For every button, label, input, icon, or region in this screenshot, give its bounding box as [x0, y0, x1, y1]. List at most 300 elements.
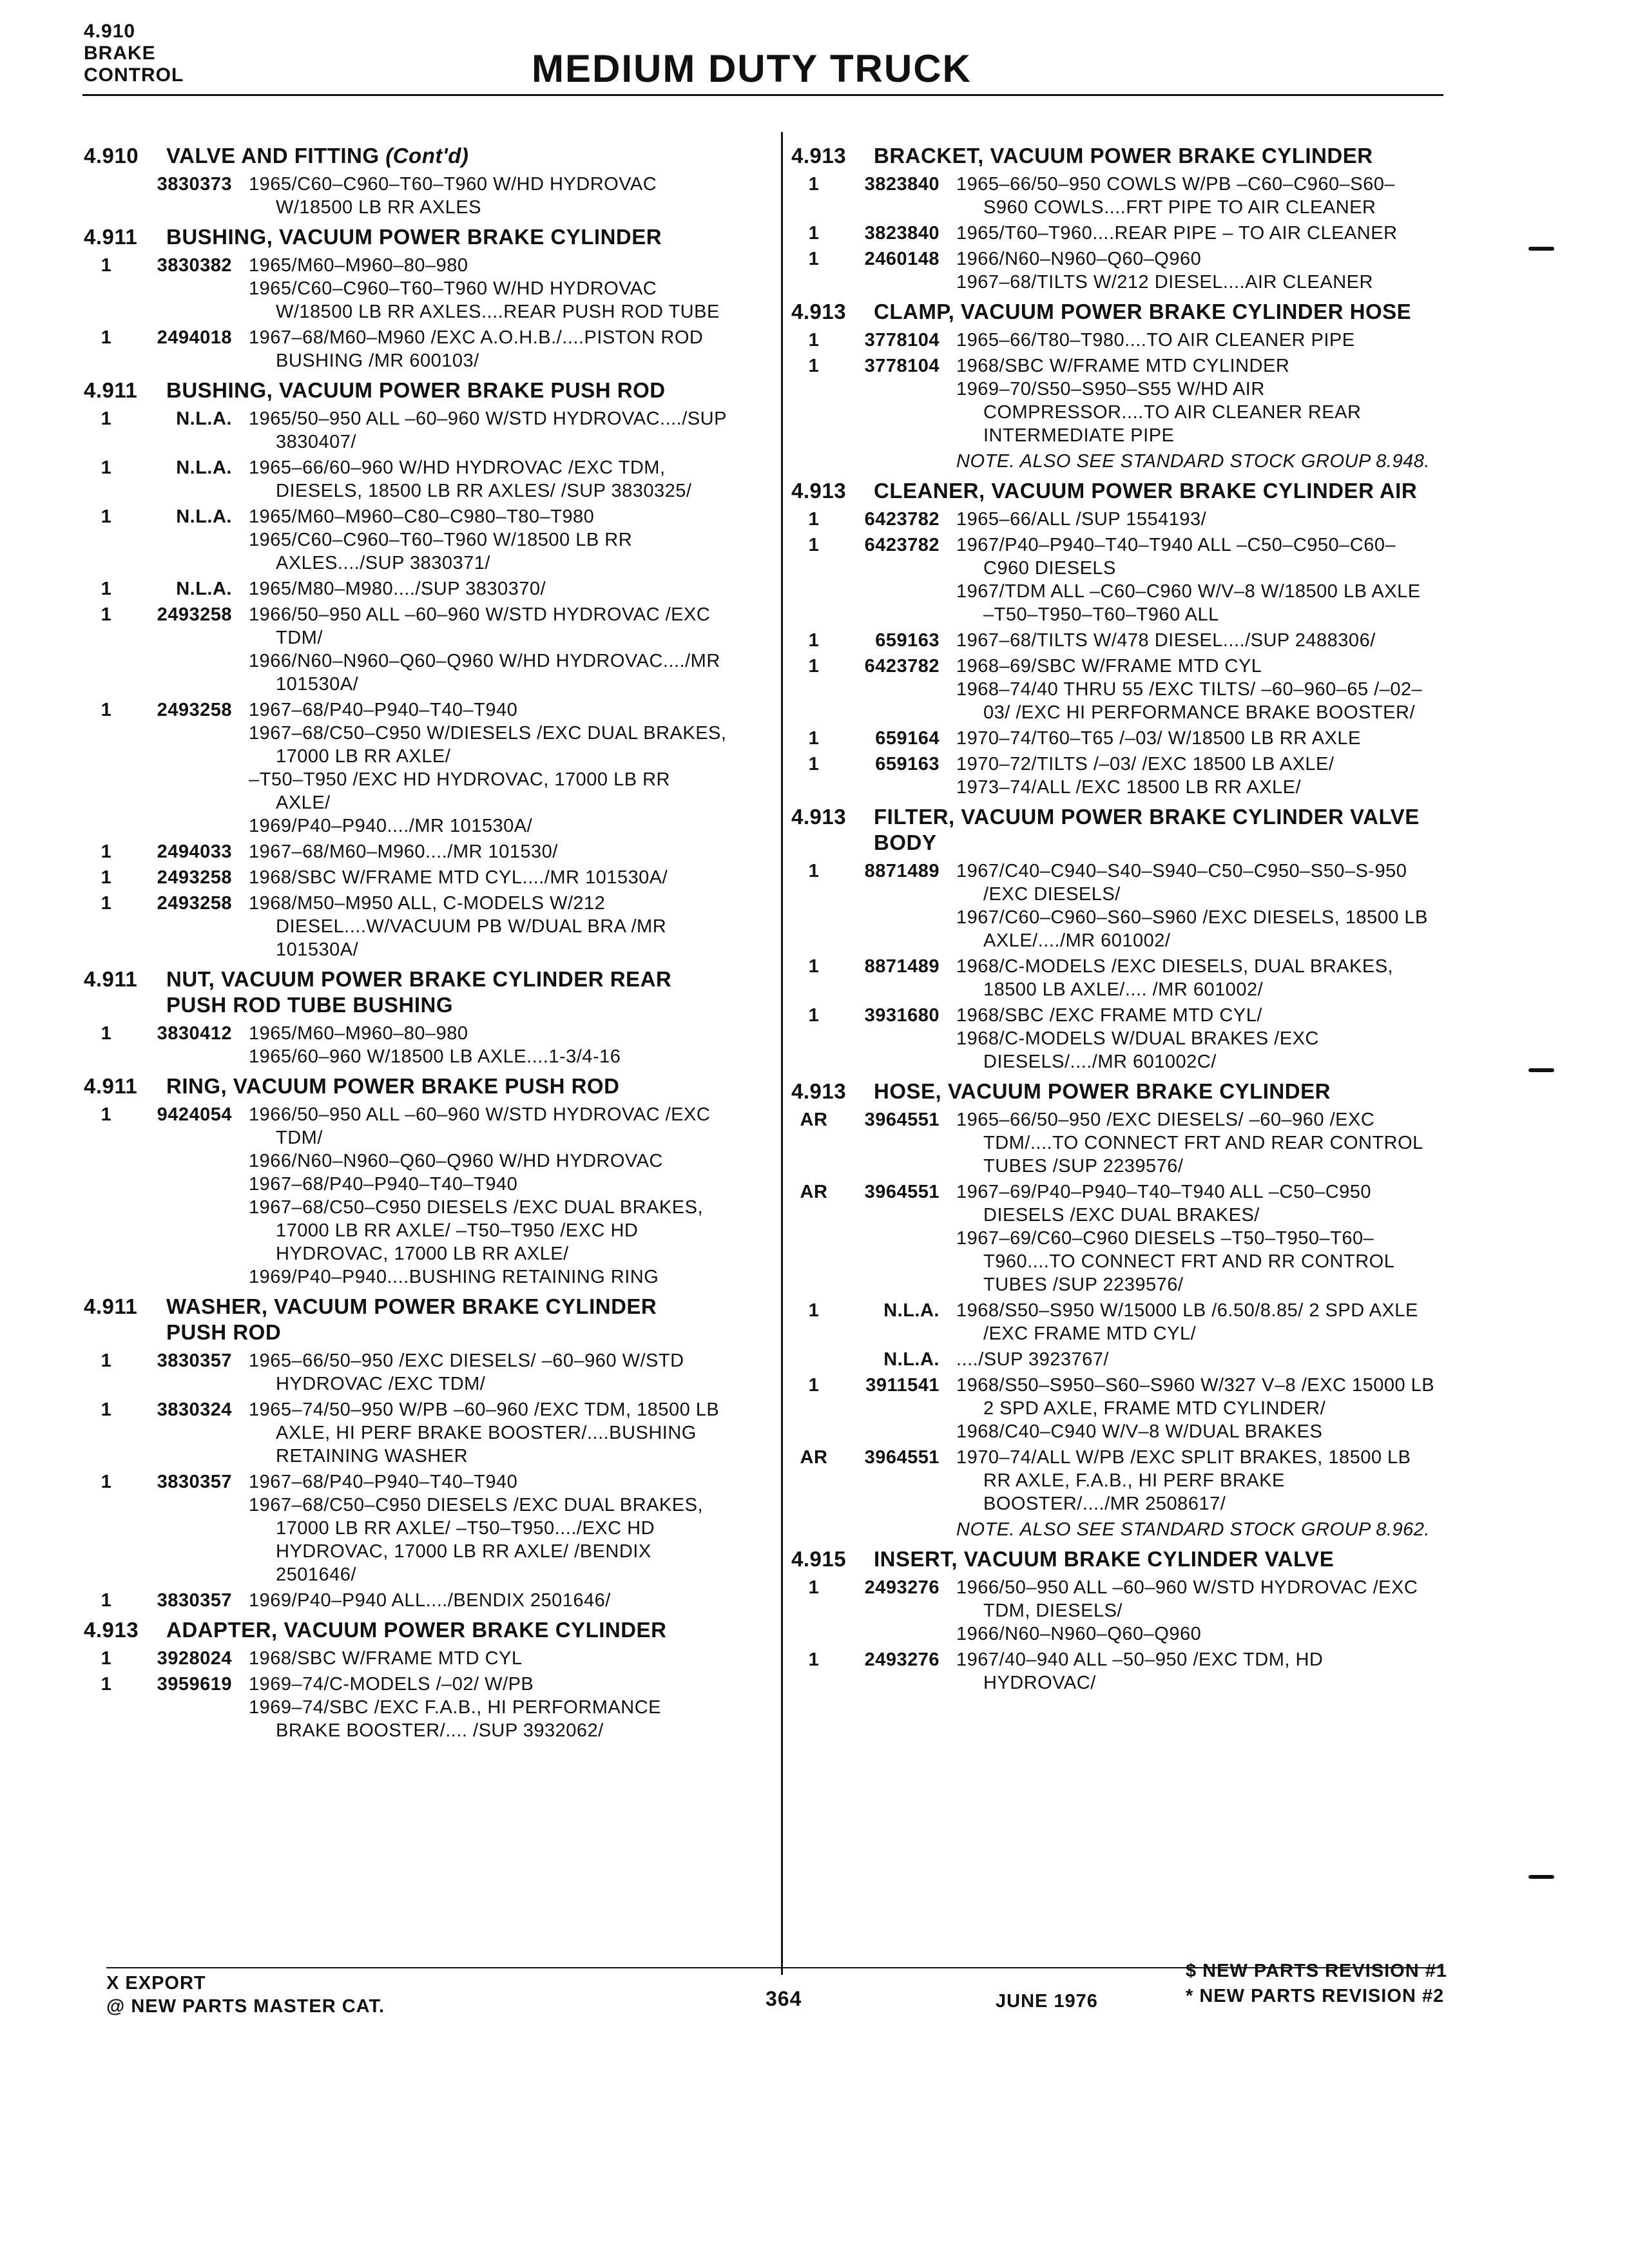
part-entry: [791, 1180, 1436, 1296]
section-number: 4.911: [84, 1294, 138, 1318]
description-line: 1967–68/C50–C950 W/DIESELS /EXC DUAL BRAKES, 17000 LB RR AXLE/: [249, 723, 727, 767]
entry-part-number: 3823840: [864, 174, 940, 195]
part-entry: [791, 1576, 1436, 1646]
entry-description: [249, 1647, 728, 1670]
entry-description: [956, 173, 1436, 219]
entry-description: [249, 1673, 728, 1742]
entry-part-number: 3964551: [864, 1182, 940, 1202]
entry-quantity: 1: [101, 579, 112, 599]
entry-description: [956, 1446, 1436, 1515]
section-heading: [84, 224, 728, 250]
entry-quantity: 1: [808, 728, 820, 749]
entry-part-number: 3830357: [157, 1472, 232, 1492]
section-title: [874, 299, 1436, 325]
section-title: [166, 224, 728, 250]
entry-part-number: 659164: [875, 728, 940, 749]
description-line: 1970–74/T60–T65 /–03/ W/18500 LB RR AXLE: [956, 728, 1361, 749]
description-line: 1969/P40–P940 ALL..../BENDIX 2501646/: [249, 1590, 611, 1611]
section-title: [874, 143, 1436, 169]
section-title: [874, 478, 1436, 504]
catalog-section: [791, 804, 1436, 1073]
section-title: [874, 1079, 1436, 1104]
description-line: 1968/SBC W/FRAME MTD CYLINDER: [956, 356, 1290, 376]
entry-part-number: N.L.A.: [176, 579, 232, 599]
section-title-text: FILTER, VACUUM POWER BRAKE CYLINDER VALVE BODY: [874, 805, 1420, 854]
section-heading: [84, 378, 728, 403]
description-line: 1968–69/SBC W/FRAME MTD CYL: [956, 656, 1262, 677]
note-spacer: [836, 450, 956, 473]
part-entry: [791, 1648, 1436, 1695]
description-line: 1968/SBC W/FRAME MTD CYL..../MR 101530A/: [249, 867, 668, 888]
right-column: [791, 143, 1436, 1700]
part-entry: [84, 840, 728, 863]
description-line: 1965/C60–C960–T60–T960 W/18500 LB RR AXLES..../SUP 3830371/: [249, 530, 633, 573]
section-heading: [791, 299, 1436, 325]
entry-description: [956, 1180, 1436, 1296]
entry-description: [249, 1022, 728, 1068]
description-line: 1965/50–950 ALL –60–960 W/STD HYDROVAC..../SUP 3830407/: [249, 408, 727, 452]
catalog-section: [84, 143, 728, 219]
catalog-section: [84, 378, 728, 961]
page-number: 364: [766, 1987, 802, 2010]
note-spacer: [791, 450, 836, 473]
section-title-text: BUSHING, VACUUM POWER BRAKE CYLINDER: [166, 225, 662, 249]
section-title-text: RING, VACUUM POWER BRAKE PUSH ROD: [166, 1074, 620, 1098]
catalog-section: [84, 1294, 728, 1612]
description-line: 1965–66/50–950 /EXC DIESELS/ –60–960 W/STD HYDROVAC /EXC TDM/: [249, 1350, 684, 1394]
part-entry: [84, 1398, 728, 1468]
entry-description: [249, 505, 728, 575]
part-entry: [84, 698, 728, 838]
section-title-text: BRACKET, VACUUM POWER BRAKE CYLINDER: [874, 144, 1373, 168]
entry-part-number: 2493276: [864, 1649, 940, 1670]
entry-quantity: 1: [101, 604, 112, 625]
entry-part-number: N.L.A.: [176, 457, 232, 478]
description-line: 1973–74/ALL /EXC 18500 LB RR AXLE/: [956, 777, 1302, 798]
entry-description: [249, 892, 728, 961]
entry-description: [956, 1348, 1436, 1371]
section-number: 4.913: [791, 300, 847, 323]
entry-part-number: 3778104: [864, 356, 940, 376]
entry-quantity: 1: [808, 630, 820, 651]
entry-quantity: [791, 1348, 836, 1371]
section-title-text: INSERT, VACUUM BRAKE CYLINDER VALVE: [874, 1547, 1335, 1571]
entry-part-number: 6423782: [864, 509, 940, 530]
section-title: [166, 143, 728, 169]
entry-part-number: 3778104: [864, 330, 940, 351]
section-number: 4.911: [84, 378, 138, 402]
margin-mark: [1528, 1068, 1554, 1072]
section-heading: [84, 143, 728, 169]
note-text-block: [956, 1518, 1436, 1541]
catalog-section: [791, 299, 1436, 473]
part-entry: [791, 753, 1436, 799]
section-heading: [791, 804, 1436, 856]
entry-part-number: 3830357: [157, 1590, 232, 1611]
entry-quantity: 1: [101, 506, 112, 527]
section-note-row: [791, 1518, 1436, 1541]
entry-part-number: 3964551: [864, 1110, 940, 1130]
part-entry: [791, 508, 1436, 531]
entry-quantity: 1: [101, 408, 112, 429]
entry-part-number: 3830324: [157, 1399, 232, 1420]
catalog-section: [84, 966, 728, 1068]
entry-quantity: 1: [808, 1577, 820, 1598]
entry-description: [956, 955, 1436, 1001]
section-title-text: CLEANER, VACUUM POWER BRAKE CYLINDER AIR: [874, 479, 1418, 503]
entry-description: [956, 247, 1436, 294]
part-entry: [84, 173, 728, 219]
note-text-block: [956, 450, 1436, 473]
catalog-section: [791, 478, 1436, 799]
entry-part-number: 6423782: [864, 656, 940, 677]
entry-quantity: 1: [101, 1399, 112, 1420]
description-line: 1967–68/P40–P940–T40–T940: [249, 700, 518, 720]
description-line: 1969–70/S50–S950–S55 W/HD AIR COMPRESSOR....TO AIR CLEANER REAR INTERMEDIATE PIPE: [956, 379, 1362, 446]
entry-part-number: 3964551: [864, 1447, 940, 1468]
description-line: ..../SUP 3923767/: [956, 1349, 1109, 1370]
part-entry: [791, 1348, 1436, 1371]
description-line: 1965/M80–M980..../SUP 3830370/: [249, 579, 546, 599]
description-line: –T50–T950 /EXC HD HYDROVAC, 17000 LB RR AXLE/: [249, 769, 671, 813]
part-entry: [791, 1004, 1436, 1073]
description-line: 1967/40–940 ALL –50–950 /EXC TDM, HD HYDROVAC/: [956, 1649, 1324, 1693]
entry-quantity: 1: [101, 1648, 112, 1669]
entry-description: [249, 1103, 728, 1289]
description-line: 1967–68/C50–C950 DIESELS /EXC DUAL BRAKES, 17000 LB RR AXLE/ –T50–T950..../EXC HD HYDROVAC, 17000 LB RR AXLE/ /BENDIX 2501646/: [249, 1495, 704, 1585]
section-number: 4.913: [84, 1618, 139, 1642]
entry-part-number: 2493258: [157, 700, 232, 720]
entry-description: [249, 840, 728, 863]
continued-label: (Cont'd): [385, 144, 469, 168]
entry-quantity: 1: [808, 535, 820, 555]
entry-description: [249, 1398, 728, 1468]
description-line: 1967–68/P40–P940–T40–T940: [249, 1174, 518, 1195]
entry-part-number: N.L.A.: [176, 408, 232, 429]
entry-part-number: 3830357: [157, 1350, 232, 1371]
description-line: 1967/C60–C960–S60–S960 /EXC DIESELS, 18500 LB AXLE/..../MR 601002/: [956, 907, 1428, 951]
description-line: 1965–66/ALL /SUP 1554193/: [956, 509, 1207, 530]
section-number: 4.913: [791, 144, 847, 168]
description-line: 1966/50–950 ALL –60–960 W/STD HYDROVAC /EXC TDM/: [249, 1104, 711, 1148]
description-line: 1967/P40–P940–T40–T940 ALL –C50–C950–C60–C960 DIESELS: [956, 535, 1396, 579]
entry-part-number: 659163: [875, 754, 940, 774]
entry-description: [249, 407, 728, 454]
entry-description: [249, 1349, 728, 1396]
section-number: 4.911: [84, 967, 138, 991]
entry-quantity: 1: [101, 327, 112, 348]
description-line: 1965–74/50–950 W/PB –60–960 /EXC TDM, 18500 LB AXLE, HI PERF BRAKE BOOSTER/....BUSHING RETAINING WASHER: [249, 1399, 720, 1466]
corner-line: BRAKE: [84, 43, 156, 64]
description-line: 1965/60–960 W/18500 LB AXLE....1-3/4-16: [249, 1046, 621, 1067]
section-heading: [791, 143, 1436, 169]
description-line: 1967–69/P40–P940–T40–T940 ALL –C50–C950 DIESELS /EXC DUAL BRAKES/: [956, 1182, 1372, 1225]
entry-part-number: N.L.A.: [883, 1349, 940, 1370]
description-line: 1965/C60–C960–T60–T960 W/HD HYDROVAC W/18500 LB RR AXLES: [249, 174, 657, 218]
part-entry: [791, 1299, 1436, 1345]
entry-description: [956, 753, 1436, 799]
entry-quantity: 1: [808, 1375, 820, 1396]
section-note: NOTE. ALSO SEE STANDARD STOCK GROUP 8.948.: [956, 451, 1430, 472]
entry-part-number: 3830373: [157, 174, 232, 195]
section-title-text: WASHER, VACUUM POWER BRAKE CYLINDER PUSH ROD: [166, 1294, 657, 1344]
entry-quantity: 1: [101, 1350, 112, 1371]
entry-quantity: 1: [101, 1104, 112, 1125]
entry-part-number: 3911541: [865, 1375, 940, 1396]
part-entry: [84, 456, 728, 503]
description-line: 1967–68/TILTS W/212 DIESEL....AIR CLEANER: [956, 272, 1373, 293]
description-line: 1968/C40–C940 W/V–8 W/DUAL BRAKES: [956, 1421, 1323, 1442]
entry-quantity: 1: [808, 330, 820, 351]
entry-description: [956, 1004, 1436, 1073]
description-line: 1967–68/C50–C950 DIESELS /EXC DUAL BRAKES, 17000 LB RR AXLE/ –T50–T950 /EXC HD HYDROVAC, 17000 LB RR AXLE/: [249, 1197, 704, 1264]
entry-quantity: 1: [101, 255, 112, 276]
entry-quantity: AR: [800, 1447, 828, 1468]
entry-quantity: 1: [101, 1023, 112, 1044]
entry-part-number: 9424054: [157, 1104, 232, 1125]
description-line: 1965–66/50–950 /EXC DIESELS/ –60–960 /EXC TDM/....TO CONNECT FRT AND REAR CONTROL TUBES /SUP 2239576/: [956, 1110, 1423, 1177]
entry-description: [956, 329, 1436, 352]
description-line: 1968/C-MODELS /EXC DIESELS, DUAL BRAKES, 18500 LB AXLE/.... /MR 601002/: [956, 956, 1394, 1000]
entry-part-number: 3928024: [157, 1648, 232, 1669]
entry-quantity: AR: [800, 1110, 828, 1130]
entry-description: [249, 866, 728, 889]
entry-description: [249, 698, 728, 838]
entry-description: [249, 456, 728, 503]
margin-mark: [1528, 247, 1554, 251]
entry-quantity: 1: [808, 249, 820, 269]
part-entry: [791, 1108, 1436, 1178]
entry-description: [956, 629, 1436, 652]
entry-description: [249, 173, 728, 219]
entry-part-number: 3830412: [157, 1023, 232, 1044]
entry-description: [956, 533, 1436, 626]
section-title-text: VALVE AND FITTING: [166, 144, 380, 168]
footer-revision-2: * NEW PARTS REVISION #2: [1186, 1986, 1445, 2006]
section-heading: [84, 1294, 728, 1345]
part-entry: [791, 655, 1436, 724]
footer-date: JUNE 1976: [996, 1991, 1098, 2012]
section-title-text: CLAMP, VACUUM POWER BRAKE CYLINDER HOSE: [874, 300, 1412, 323]
description-line: 1968–74/40 THRU 55 /EXC TILTS/ –60–960–65 /–02–03/ /EXC HI PERFORMANCE BRAKE BOOSTER/: [956, 679, 1423, 723]
catalog-section: [791, 143, 1436, 294]
section-note: NOTE. ALSO SEE STANDARD STOCK GROUP 8.962.: [956, 1519, 1430, 1540]
description-line: 1965/C60–C960–T60–T960 W/HD HYDROVAC W/18500 LB RR AXLES....REAR PUSH ROD TUBE: [249, 278, 720, 322]
part-entry: [791, 1374, 1436, 1443]
margin-mark: [1528, 1875, 1554, 1879]
entry-quantity: 1: [808, 1649, 820, 1670]
entry-description: [956, 354, 1436, 447]
part-entry: [791, 860, 1436, 952]
part-entry: [791, 329, 1436, 352]
entry-description: [956, 860, 1436, 952]
section-heading: [84, 1073, 728, 1099]
entry-part-number: 2493276: [864, 1577, 940, 1598]
description-line: 1966/50–950 ALL –60–960 W/STD HYDROVAC /EXC TDM, DIESELS/: [956, 1577, 1418, 1621]
entry-part-number: 2493258: [157, 604, 232, 625]
description-line: 1967–68/M60–M960..../MR 101530/: [249, 841, 558, 862]
description-line: 1966/N60–N960–Q60–Q960: [956, 249, 1202, 269]
section-number: 4.913: [791, 479, 847, 503]
section-number: 4.910: [84, 144, 139, 168]
description-line: 1970–74/ALL W/PB /EXC SPLIT BRAKES, 18500 LB RR AXLE, F.A.B., HI PERF BRAKE BOOSTER/..../MR 2508617/: [956, 1447, 1411, 1514]
entry-part-number: 8871489: [864, 956, 940, 977]
description-line: 1967–68/P40–P940–T40–T940: [249, 1472, 518, 1492]
entry-part-number: 2494033: [157, 841, 232, 862]
footer-export: X EXPORT: [106, 1973, 206, 1994]
entry-part-number: 3830382: [157, 255, 232, 276]
section-title-text: ADAPTER, VACUUM POWER BRAKE CYLINDER: [166, 1618, 667, 1642]
entry-part-number: 3931680: [864, 1005, 940, 1026]
entry-quantity: 1: [808, 861, 820, 881]
part-entry: [84, 1673, 728, 1742]
entry-quantity: 1: [808, 1005, 820, 1026]
page-title: MEDIUM DUTY TRUCK: [532, 47, 972, 90]
entry-quantity: 1: [101, 867, 112, 888]
description-line: 1965–66/60–960 W/HD HYDROVAC /EXC TDM, DIESELS, 18500 LB RR AXLES/ /SUP 3830325/: [249, 457, 692, 501]
catalog-section: [84, 1073, 728, 1289]
section-title: [166, 1617, 728, 1643]
entry-quantity: 1: [101, 700, 112, 720]
entry-quantity: 1: [808, 656, 820, 677]
entry-quantity: 1: [808, 754, 820, 774]
part-entry: [791, 247, 1436, 294]
entry-quantity: 1: [101, 1674, 112, 1695]
entry-quantity: 1: [808, 174, 820, 195]
section-number: 4.911: [84, 225, 138, 249]
part-entry: [84, 1103, 728, 1289]
section-heading: [791, 478, 1436, 504]
description-line: 1966/N60–N960–Q60–Q960 W/HD HYDROVAC..../MR 101530A/: [249, 651, 720, 695]
description-line: 1967–68/TILTS W/478 DIESEL..../SUP 2488306/: [956, 630, 1376, 651]
description-line: 1966/50–950 ALL –60–960 W/STD HYDROVAC /EXC TDM/: [249, 604, 711, 648]
part-entry: [791, 222, 1436, 245]
entry-part-number: N.L.A.: [883, 1300, 940, 1321]
description-line: 1965–66/50–950 COWLS W/PB –C60–C960–S60–S960 COWLS....FRT PIPE TO AIR CLEANER: [956, 174, 1395, 218]
part-entry: [791, 1446, 1436, 1515]
note-spacer: [836, 1518, 956, 1541]
entry-description: [956, 727, 1436, 750]
corner-line: 4.910: [84, 21, 136, 42]
entry-description: [956, 1576, 1436, 1646]
part-entry: [84, 1022, 728, 1068]
entry-quantity: 1: [101, 841, 112, 862]
entry-part-number: 8871489: [864, 861, 940, 881]
description-line: 1965/M60–M960–80–980: [249, 1023, 468, 1044]
part-entry: [84, 1470, 728, 1586]
section-title: [874, 804, 1436, 856]
section-title-text: HOSE, VACUUM POWER BRAKE CYLINDER: [874, 1079, 1331, 1103]
section-number: 4.915: [791, 1547, 847, 1571]
description-line: 1970–72/TILTS /–03/ /EXC 18500 LB AXLE/: [956, 754, 1335, 774]
section-title: [166, 1073, 728, 1099]
entry-description: [249, 326, 728, 372]
description-line: 1969–74/C-MODELS /–02/ W/PB: [249, 1674, 534, 1695]
description-line: 1969/P40–P940..../MR 101530A/: [249, 816, 533, 836]
entry-part-number: 3959619: [157, 1674, 232, 1695]
entry-part-number: 3823840: [864, 223, 940, 244]
entry-description: [249, 577, 728, 601]
entry-description: [956, 1374, 1436, 1443]
section-title: [166, 1294, 728, 1345]
entry-part-number: 2493258: [157, 893, 232, 914]
section-heading: [84, 966, 728, 1018]
entry-description: [956, 1648, 1436, 1695]
section-title-text: BUSHING, VACUUM POWER BRAKE PUSH ROD: [166, 378, 666, 402]
entry-description: [249, 603, 728, 696]
part-entry: [791, 727, 1436, 750]
entry-part-number: N.L.A.: [176, 506, 232, 527]
section-title: [166, 966, 728, 1018]
entry-quantity: 1: [101, 893, 112, 914]
entry-description: [956, 222, 1436, 245]
section-number: 4.913: [791, 805, 847, 829]
part-entry: [84, 603, 728, 696]
description-line: 1966/N60–N960–Q60–Q960: [956, 1624, 1202, 1644]
description-line: 1968/SBC /EXC FRAME MTD CYL/: [956, 1005, 1262, 1026]
description-line: 1966/N60–N960–Q60–Q960 W/HD HYDROVAC: [249, 1151, 663, 1171]
entry-quantity: 1: [101, 1590, 112, 1611]
catalog-section: [84, 224, 728, 372]
entry-quantity: 1: [808, 1300, 820, 1321]
entry-part-number: 2493258: [157, 867, 232, 888]
part-entry: [84, 866, 728, 889]
footer-revision-1: $ NEW PARTS REVISION #1: [1186, 1961, 1447, 1981]
part-entry: [791, 173, 1436, 219]
description-line: 1965/M60–M960–80–980: [249, 255, 468, 276]
header-rule: [82, 94, 1443, 96]
part-entry: [84, 407, 728, 454]
entry-quantity: [84, 173, 129, 219]
entry-quantity: 1: [808, 956, 820, 977]
part-entry: [791, 533, 1436, 626]
part-entry: [84, 326, 728, 372]
section-number: 4.913: [791, 1079, 847, 1103]
description-line: 1965/T60–T960....REAR PIPE – TO AIR CLEANER: [956, 223, 1398, 244]
description-line: 1969/P40–P940....BUSHING RETAINING RING: [249, 1267, 659, 1287]
section-heading: [791, 1546, 1436, 1572]
part-entry: [84, 254, 728, 323]
description-line: 1967/C40–C940–S40–S940–C50–C950–S50–S-950 /EXC DIESELS/: [956, 861, 1407, 905]
description-line: 1965–66/T80–T980....TO AIR CLEANER PIPE: [956, 330, 1355, 351]
left-column: [84, 143, 728, 1747]
entry-description: [956, 1299, 1436, 1345]
part-entry: [84, 505, 728, 575]
description-line: 1965/M60–M960–C80–C980–T80–T980: [249, 506, 595, 527]
catalog-section: [791, 1079, 1436, 1541]
part-entry: [791, 629, 1436, 652]
part-entry: [791, 354, 1436, 447]
section-title: [874, 1546, 1436, 1572]
section-number: 4.911: [84, 1074, 138, 1098]
entry-description: [249, 254, 728, 323]
entry-description: [956, 508, 1436, 531]
entry-part-number: 659163: [875, 630, 940, 651]
entry-description: [249, 1470, 728, 1586]
entry-part-number: 2460148: [864, 249, 940, 269]
description-line: 1967–69/C60–C960 DIESELS –T50–T950–T60–T960....TO CONNECT FRT AND RR CONTROL TUBES /SUP 2239576/: [956, 1228, 1394, 1295]
description-line: 1968/C-MODELS W/DUAL BRAKES /EXC DIESELS/..../MR 601002C/: [956, 1028, 1319, 1072]
description-line: 1968/S50–S950–S60–S960 W/327 V–8 /EXC 15000 LB 2 SPD AXLE, FRAME MTD CYLINDER/: [956, 1375, 1435, 1419]
entry-quantity: 1: [101, 1472, 112, 1492]
section-title-text: NUT, VACUUM POWER BRAKE CYLINDER REAR PUSH ROD TUBE BUSHING: [166, 967, 672, 1017]
part-entry: [791, 955, 1436, 1001]
section-title: [166, 378, 728, 403]
part-entry: [84, 1647, 728, 1670]
description-line: 1967/TDM ALL –C60–C960 W/V–8 W/18500 LB AXLE –T50–T950–T60–T960 ALL: [956, 581, 1421, 625]
section-note-row: [791, 450, 1436, 473]
entry-quantity: 1: [101, 457, 112, 478]
